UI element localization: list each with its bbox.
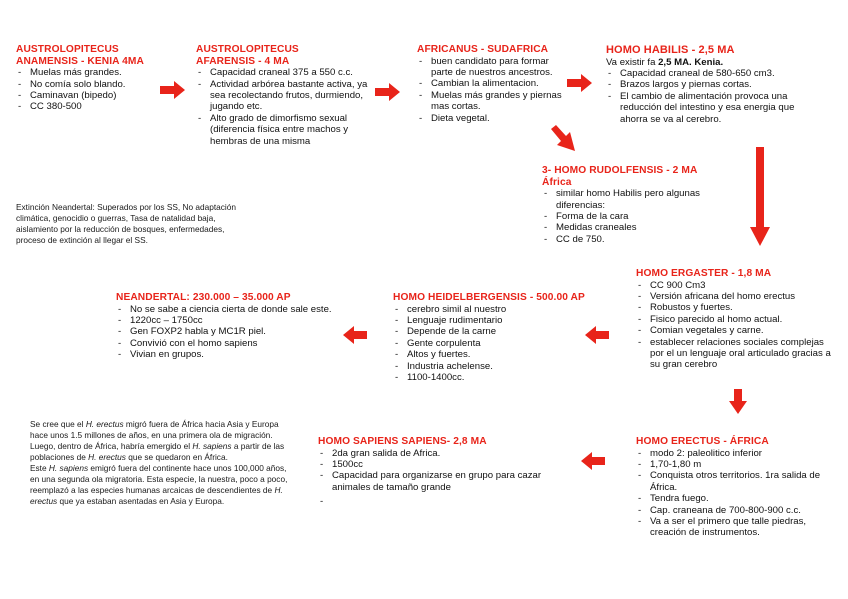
node-heidelbergensis-list [393, 304, 608, 384]
node-rudolfensis-title: 3- HOMO RUDOLFENSIS - 2 MA África [542, 165, 698, 188]
list-item: - El cambio de alimentación provoca una reducción del intestino y esa energia que ahorra se va al cerebro. [606, 91, 806, 125]
node-habilis-title: HOMO HABILIS - 2,5 MA [606, 44, 735, 56]
arrow-down-icon [728, 389, 748, 415]
node-heidelbergensis [393, 292, 608, 383]
list-item: - Medidas craneales [542, 222, 742, 233]
node-neandertal [116, 292, 338, 361]
list-item: - cerebro simil al nuestro [393, 304, 608, 315]
list-item: - Caminavan (bipedo) [16, 90, 176, 101]
list-item: - similar homo Habilis pero algunas diferencias: [542, 188, 742, 211]
list-item: - buen candidato para formar parte de nuestros ancestros. [417, 56, 567, 79]
list-item: - Versión africana del homo erectus [636, 291, 836, 302]
list-item: - CC 900 Cm3 [636, 280, 836, 291]
list-item: - Depende de la carne [393, 326, 608, 337]
list-item: - Capacidad para organizarse en grupo para cazar animales de tamaño grande [318, 470, 548, 493]
arrow-down-long-icon [749, 147, 771, 247]
list-item: - 1500cc [318, 459, 548, 470]
list-item: - Industria achelense. [393, 361, 608, 372]
node-sapiens [318, 436, 548, 507]
list-item: - Capacidad craneal de 580-650 cm3. [606, 68, 806, 79]
list-item: - CC 380-500 [16, 101, 176, 112]
arrow-right-icon [160, 80, 186, 100]
list-item: - Alto grado de dimorfismo sexual (diferencia física entre machos y hembras de una misma [196, 113, 374, 147]
node-neandertal-list [116, 304, 338, 361]
list-item: - Capacidad craneal 375 a 550 c.c. [196, 67, 374, 78]
list-item: - Gente corpulenta [393, 338, 608, 349]
arrow-right-icon [375, 82, 401, 102]
list-item: - Altos y fuertes. [393, 349, 608, 360]
node-rudolfensis [542, 165, 742, 245]
list-item: - Dieta vegetal. [417, 113, 567, 124]
list-item: - Cambian la alimentacion. [417, 78, 567, 89]
list-item: - establecer relaciones sociales complejas por el un lenguaje oral articulado gracias a su gran cerebro [636, 337, 836, 371]
list-item: - 2da gran salida de Africa. [318, 448, 548, 459]
node-erectus [636, 436, 841, 539]
arrow-diagonal-down-icon [549, 123, 579, 155]
node-afarensis-title: AUSTROLOPITECUS AFARENSIS - 4 MA [196, 44, 299, 67]
arrow-left-icon [581, 452, 605, 470]
node-heidelbergensis-title: HOMO HEIDELBERGENSIS - 500.00 AP [393, 292, 585, 303]
list-item: - Convivió con el homo sapiens [116, 338, 338, 349]
list-item: - Forma de la cara [542, 211, 742, 222]
node-afarensis-list [196, 67, 374, 147]
list-item: - Fisico parecido al homo actual. [636, 314, 836, 325]
list-item: - 1,70-1,80 m [636, 459, 841, 470]
node-habilis [606, 45, 806, 125]
node-afarensis [196, 44, 374, 147]
extinction-note: Extinción Neandertal: Superados por los SS, No adaptación climática, genocidio o guerras, Tasa de natalidad baja, aislamiento por la reducción de bosques, enfermedades, proceso de extinción al llegar el SS. [16, 202, 237, 245]
arrow-right-icon [567, 73, 593, 93]
node-habilis-list [606, 68, 806, 125]
arrow-left-icon [343, 326, 367, 344]
list-item: - 1220cc – 1750cc [116, 315, 338, 326]
list-item: - CC de 750. [542, 234, 742, 245]
node-anamensis-title: AUSTROLOPITECUS ANAMENSIS - KENIA 4MA [16, 44, 144, 67]
list-item: - Lenguaje rudimentario [393, 315, 608, 326]
node-rudolfensis-list [542, 188, 742, 245]
list-item: - Muelas más grandes y piernas mas cortas. [417, 90, 567, 113]
list-item: - No se sabe a ciencia cierta de donde sale este. [116, 304, 338, 315]
node-ergaster-title: HOMO ERGASTER - 1,8 MA [636, 268, 772, 279]
node-ergaster-list [636, 280, 836, 371]
node-sapiens-list [318, 448, 548, 508]
list-item: - Vivian en grupos. [116, 349, 338, 360]
list-item: - Brazos largos y piernas cortas. [606, 79, 806, 90]
migration-paragraph-1: Se cree que el H. erectus migró fuera de África hacia Asia y Europa hace unos 1.5 millones de años, en una primera ola de migración. Luego, dentro de África, habría emergido el H. sapiens a partir de las poblaciones de H. erectus que se quedaron en África. [30, 419, 285, 462]
list-item: - No comía solo blando. [16, 79, 176, 90]
list-item: - 1100-1400cc. [393, 372, 608, 383]
node-africanus-list [417, 56, 567, 124]
list-item: - Conquista otros territorios. 1ra salida de África. [636, 470, 841, 493]
list-item [318, 496, 548, 507]
node-neandertal-title: NEANDERTAL: 230.000 – 35.000 AP [116, 292, 291, 303]
migration-paragraph-2: Este H. sapiens emigró fuera del continente hace unos 100,000 años, en una segunda ola migratoria. Esta especie, la nuestra, poco a poco, reemplazó a las especies humanas arcaicas de descendientes de H. erectus que ya estaban asentadas en Asia y Europa. [30, 463, 288, 506]
list-item: - Actividad arbórea bastante activa, ya sea recolectando frutos, durmiendo, jugando etc. [196, 79, 374, 113]
list-item: - Cap. craneana de 700-800-900 c.c. [636, 505, 841, 516]
node-erectus-title: HOMO ERECTUS - ÁFRICA [636, 436, 769, 447]
arrow-left-icon [585, 326, 609, 344]
list-item: - Gen FOXP2 habla y MC1R piel. [116, 326, 338, 337]
node-habilis-intro: Va existir fa 2,5 MA. Kenia. [606, 56, 724, 68]
list-item: - Robustos y fuertes. [636, 302, 836, 313]
node-anamensis-list [16, 67, 176, 113]
list-item: - Comian vegetales y carne. [636, 325, 836, 336]
list-item: - Tendra fuego. [636, 493, 841, 504]
node-erectus-list [636, 448, 841, 539]
node-africanus-title: AFRICANUS - SUDAFRICA [417, 44, 549, 55]
node-africanus [417, 44, 567, 124]
node-sapiens-title: HOMO SAPIENS SAPIENS- 2,8 MA [318, 436, 487, 447]
list-item: - modo 2: paleolitico inferior [636, 448, 841, 459]
node-ergaster [636, 268, 836, 371]
list-item: - Va a ser el primero que talle piedras, creación de instrumentos. [636, 516, 841, 539]
node-anamensis [16, 44, 176, 113]
migration-note [30, 419, 288, 507]
list-item: - Muelas más grandes. [16, 67, 176, 78]
